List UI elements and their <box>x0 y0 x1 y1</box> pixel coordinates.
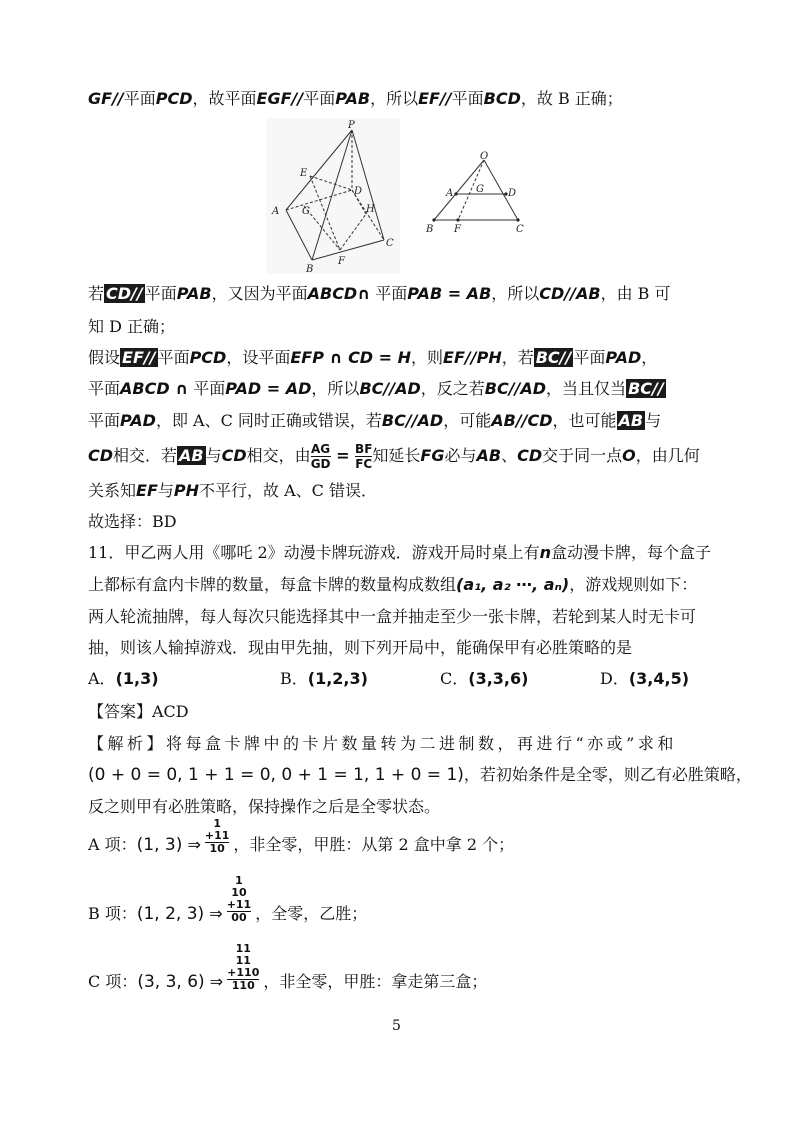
analysis-line-1 <box>88 729 728 759</box>
text: 若 <box>88 284 105 303</box>
label-c: C <box>516 224 524 235</box>
item-b <box>88 875 728 924</box>
math-ab-cd: AB//CD <box>491 411 553 430</box>
text: 平面 <box>123 89 156 108</box>
math-fg: FG <box>420 446 445 465</box>
binary-row: +11 <box>204 829 230 842</box>
text: ，设平面 <box>226 348 291 367</box>
highlight-cd-parallel: CD// <box>106 284 143 303</box>
text: ，即 A、C 同时正确或错误，若 <box>155 411 382 430</box>
binary-row: 1 <box>235 874 243 887</box>
math-efp: EFP ∩ CD = H <box>290 348 412 367</box>
implies-arrow: ⇒ <box>187 835 201 854</box>
math-pab: PAB <box>176 284 212 303</box>
highlight-ab: AB <box>179 446 204 465</box>
text: 平面 <box>144 284 177 303</box>
text: 不平行，故 A、C 错误． <box>199 481 377 500</box>
text: ，全零，乙胜； <box>255 904 368 923</box>
item-tuple: (3, 3, 6) <box>137 972 205 992</box>
implies-arrow: ⇒ <box>209 904 223 923</box>
math-cd: CD <box>221 446 247 465</box>
text-line-2 <box>88 279 728 309</box>
text: 两人轮流抽牌，每人每次只能选择其中一盒并抽走至少一张卡牌，若轮到某人时无卡可 <box>88 607 697 626</box>
math-bc-ad: BC//AD <box>381 411 444 430</box>
label-b: B <box>426 224 434 235</box>
math-n: n <box>539 543 552 562</box>
item-label: A 项： <box>88 835 137 854</box>
text-line-9 <box>88 507 728 537</box>
math-ef-ph: EF//PH <box>443 348 502 367</box>
question-11-line-2 <box>88 570 728 600</box>
item-c <box>88 943 728 992</box>
pyramid-figure <box>266 118 400 274</box>
text: 抽，则该人输掉游戏．现由甲先抽，则下列开局中，能确保甲有必胜策略的是 <box>88 638 633 657</box>
math-ef: EF// <box>418 89 452 108</box>
text: ，所以 <box>370 89 419 108</box>
math-abcd: ABCD ∩ <box>120 379 189 398</box>
option-d <box>600 664 689 694</box>
text: ，故 B 正确； <box>520 89 623 108</box>
text: 必与 <box>444 446 477 465</box>
analysis-line-2 <box>88 760 752 790</box>
question-11-line-4 <box>88 633 728 663</box>
text: 交于同一点 <box>542 446 623 465</box>
binary-sum-stack <box>205 818 230 855</box>
label-o: O <box>480 151 489 162</box>
binary-sum: 110 <box>227 979 259 992</box>
label-c: C <box>386 238 394 249</box>
question-11-line-3 <box>88 602 728 632</box>
option-label: D． <box>600 669 629 688</box>
text-line-8 <box>88 476 728 506</box>
label-d: D <box>354 186 363 197</box>
text: 、 <box>501 446 518 465</box>
equals: = <box>330 446 356 465</box>
binary-sum-stack <box>227 943 259 992</box>
math-ph: PH <box>173 481 200 500</box>
text: 反之则甲有必胜策略，保持操作之后是全零状态。 <box>88 797 441 816</box>
option-a <box>88 664 159 694</box>
text: 平面 <box>88 379 121 398</box>
text: ，游戏规则如下： <box>569 575 698 594</box>
text: 平面 <box>188 379 226 398</box>
math-egf: EGF// <box>256 89 304 108</box>
triangle-figure <box>420 150 532 236</box>
text: 平面 <box>303 89 336 108</box>
text: 与 <box>205 446 222 465</box>
math-pad-ad: PAD = AD <box>225 379 312 398</box>
text: ，则 <box>411 348 444 367</box>
label-e: E <box>300 168 308 179</box>
text: ，故平面 <box>192 89 257 108</box>
text: 相交，由 <box>246 446 311 465</box>
text-line-7 <box>88 441 728 471</box>
binary-sum: 00 <box>227 911 252 924</box>
binary-sum-stack <box>227 875 252 924</box>
answer-line <box>88 697 728 727</box>
label-d: D <box>508 188 517 199</box>
text: 上都标有盒内卡牌的数量，每盒卡牌的数量构成数组 <box>88 575 457 594</box>
option-label: C． <box>440 669 469 688</box>
option-label: B． <box>280 669 308 688</box>
text: 与 <box>157 481 174 500</box>
math-pab: PAB <box>335 89 371 108</box>
text: ， <box>641 348 658 367</box>
text: ，由 B 可 <box>600 284 671 303</box>
fraction-numerator: BF <box>355 442 373 456</box>
item-tuple: (1, 3) <box>136 835 183 855</box>
fraction-denominator: FC <box>355 457 373 471</box>
math-o: O <box>622 446 636 465</box>
math-pab-ab: PAB = AB <box>407 284 492 303</box>
label-p: P <box>348 120 355 131</box>
math-pad: PAD <box>120 411 156 430</box>
highlight-ef-parallel: EF// <box>122 348 156 367</box>
label-f: F <box>454 224 461 235</box>
text: 关系知 <box>88 481 137 500</box>
math-cd: CD <box>517 446 543 465</box>
option-b <box>280 664 368 694</box>
text: ，由几何 <box>635 446 700 465</box>
label-a: A <box>272 206 280 217</box>
text-line-1 <box>88 84 728 114</box>
math-bc-ad: BC//AD <box>359 379 421 398</box>
option-value: (1,3) <box>115 669 159 688</box>
math-gf-parallel: GF// <box>88 89 124 108</box>
answer-text: 【答案】ACD <box>88 702 189 721</box>
text: 平面 <box>573 348 606 367</box>
binary-row: 1 <box>213 817 221 830</box>
option-label: A． <box>88 669 116 688</box>
text: ，也可能 <box>552 411 617 430</box>
option-value: (1,2,3) <box>307 669 368 688</box>
binary-row: 11 <box>235 954 251 967</box>
math-abcd: ABCD∩ <box>307 284 371 303</box>
text: ，非全零，甲胜：从第 2 盒中拿 2 个； <box>233 835 515 854</box>
label-g: G <box>476 184 484 195</box>
implies-arrow: ⇒ <box>209 972 224 991</box>
text: 平面 <box>157 348 190 367</box>
option-value: (3,3,6) <box>468 669 529 688</box>
text: ，若 <box>501 348 534 367</box>
option-c <box>440 664 528 694</box>
binary-row: 11 <box>235 942 251 955</box>
fraction-denominator: GD <box>310 457 331 471</box>
text: 与 <box>645 411 662 430</box>
text: 盒动漫卡牌，每个盒子 <box>551 543 712 562</box>
math-cd: CD <box>88 446 114 465</box>
text: ，又因为平面 <box>211 284 308 303</box>
math-pad: PAD <box>605 348 642 367</box>
text-line-5 <box>88 374 728 404</box>
highlight-bc-parallel: BC// <box>628 379 664 398</box>
math-pcd: PCD <box>189 348 227 367</box>
text: ，非全零，甲胜：拿走第三盒； <box>263 972 488 991</box>
math-bcd: BCD <box>483 89 521 108</box>
binary-row: 10 <box>231 886 247 899</box>
text: 知延长 <box>372 446 421 465</box>
text: 平面 <box>88 411 121 430</box>
page-number: 5 <box>392 1018 401 1034</box>
math-xor-rules: (0 + 0 = 0, 1 + 1 = 0, 0 + 1 = 1, 1 + 0 = 1) <box>88 765 464 785</box>
fraction-bf-fc <box>355 442 372 471</box>
label-g: G <box>302 206 310 217</box>
math-ab: AB <box>476 446 502 465</box>
text: ，反之若 <box>420 379 485 398</box>
binary-sum: 10 <box>205 842 230 855</box>
fraction-numerator: AG <box>311 442 331 456</box>
math-pcd: PCD <box>155 89 193 108</box>
label-f: F <box>338 256 345 267</box>
text: 知 D 正确； <box>88 317 176 336</box>
highlight-bc-parallel: BC// <box>535 348 572 367</box>
item-a <box>88 818 728 855</box>
binary-row: +11 <box>226 898 252 911</box>
text: 平面 <box>451 89 484 108</box>
math-ef: EF <box>136 481 158 500</box>
text: ，可能 <box>443 411 492 430</box>
math-bc-ad: BC//AD <box>484 379 547 398</box>
question-11-line-1 <box>88 538 728 568</box>
label-b: B <box>306 264 314 274</box>
item-tuple: (1, 2, 3) <box>136 904 205 924</box>
text: 【解析】将每盒卡牌中的卡片数量转为二进制数，再进行“亦或”求和 <box>88 734 677 753</box>
item-label: B 项： <box>88 904 137 923</box>
text-line-4 <box>88 343 728 373</box>
highlight-ab: AB <box>618 411 644 430</box>
option-value: (3,4,5) <box>628 669 690 688</box>
text: 平面 <box>370 284 408 303</box>
math-cd-ab: CD//AB <box>539 284 601 303</box>
text-line-6 <box>88 406 728 436</box>
label-h: H <box>366 204 375 215</box>
text: ，所以 <box>491 284 540 303</box>
text: ，若初始条件是全零，则乙有必胜策略， <box>463 765 752 784</box>
item-label: C 项： <box>88 972 138 991</box>
fraction-ag-gd <box>311 442 331 471</box>
text: 相交．若 <box>113 446 178 465</box>
answer-choice-text: 故选择：BD <box>88 512 177 531</box>
text: ，当且仅当 <box>546 379 627 398</box>
text: ，所以 <box>311 379 360 398</box>
text-line-3 <box>88 312 728 342</box>
text: 11．甲乙两人用《哪吒 2》动漫卡牌玩游戏．游戏开局时桌上有 <box>88 543 540 562</box>
text: 假设 <box>88 348 121 367</box>
label-a: A <box>446 188 454 199</box>
math-array: (a₁, a₂ ⋯, aₙ) <box>456 575 570 594</box>
binary-row: +110 <box>227 966 260 979</box>
